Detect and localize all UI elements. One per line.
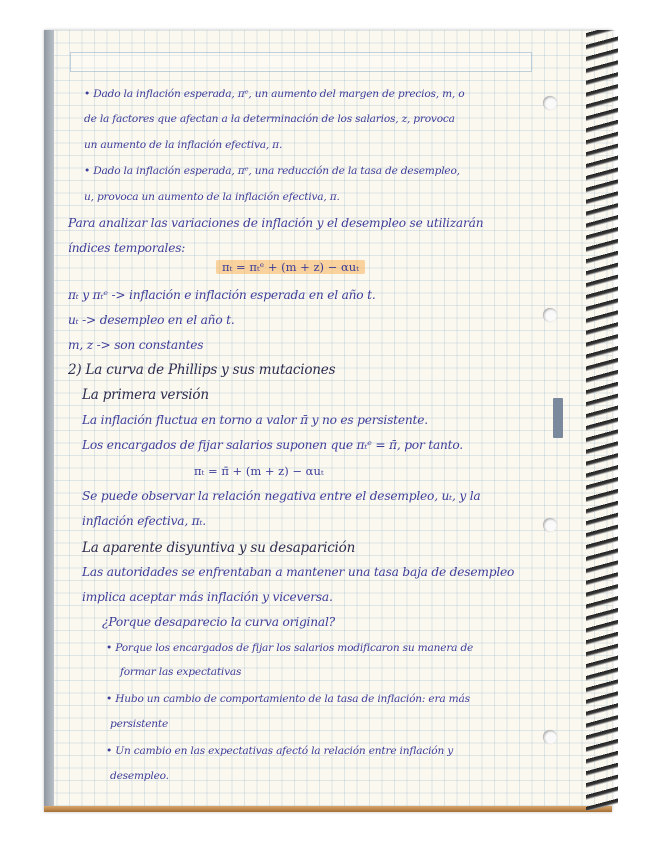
notebook-bottom-edge xyxy=(44,806,612,812)
note-line-5: u, provoca un aumento de la inflación efectiva, π. xyxy=(84,191,340,203)
note-line-2: de la factores que afectan a la determinación de los salarios, z, provoca xyxy=(84,113,455,125)
note-line-8: πₜ y πₜᵉ -> inflación e inflación esperada en el año t. xyxy=(68,288,376,302)
note-line-18: • Porque los encargados de fijar los salarios modificaron su manera de xyxy=(106,642,474,654)
formula-phillips-original: πₜ = π̄ + (m + z) − αuₜ xyxy=(194,464,324,478)
note-line-23: desempleo. xyxy=(110,770,169,782)
punch-hole xyxy=(543,730,557,744)
note-line-6: Para analizar las variaciones de inflación y el desempleo se utilizarán xyxy=(68,216,484,230)
section-heading: 2) La curva de Phillips y sus mutaciones xyxy=(68,362,336,378)
note-line-17: ¿Porque desaparecio la curva original? xyxy=(102,615,335,629)
note-line-22: • Un cambio en las expectativas afectó la relación entre inflación y xyxy=(106,745,454,757)
note-line-11: La inflación fluctua en torno a valor π̄ y no es persistente. xyxy=(82,413,428,427)
note-line-19: formar las expectativas xyxy=(120,666,242,678)
punch-hole xyxy=(543,96,557,110)
note-line-14: inflación efectiva, πₜ. xyxy=(82,514,206,528)
note-line-9: uₜ -> desempleo en el año t. xyxy=(68,313,235,327)
spiral-binding xyxy=(586,30,618,810)
note-line-12: Los encargados de fijar salarios suponen que πₜᵉ = π̄, por tanto. xyxy=(82,438,463,452)
note-line-15: Las autoridades se enfrentaban a mantener una tasa baja de desempleo xyxy=(82,565,515,579)
note-line-20: • Hubo un cambio de comportamiento de la tasa de inflación: era más xyxy=(106,693,470,705)
note-line-13: Se puede observar la relación negativa entre el desempleo, uₜ, y la xyxy=(82,489,481,503)
notebook-page xyxy=(44,30,612,812)
note-line-10: m, z -> son constantes xyxy=(68,338,204,352)
punch-hole xyxy=(543,518,557,532)
note-line-16: implica aceptar más inflación y viceversa. xyxy=(82,590,333,604)
brand-label xyxy=(553,398,563,438)
note-line-3: un aumento de la inflación efectiva, π. xyxy=(84,139,283,151)
subheading-first-version: La primera versión xyxy=(82,387,209,403)
note-line-21: persistente xyxy=(110,718,169,730)
formula-phillips-expected: πₜ = πₜᵉ + (m + z) − αuₜ xyxy=(216,260,365,274)
note-line-1: • Dado la inflación esperada, πᵉ, un aumento del margen de precios, m, o xyxy=(84,88,465,100)
page-edge xyxy=(44,30,54,812)
punch-hole xyxy=(543,308,557,322)
note-line-7: índices temporales: xyxy=(68,241,186,255)
subheading-tradeoff: La aparente disyuntiva y su desaparición xyxy=(82,540,356,556)
note-line-4: • Dado la inflación esperada, πᵉ, una reducción de la tasa de desempleo, xyxy=(84,165,460,177)
header-box xyxy=(70,52,532,72)
